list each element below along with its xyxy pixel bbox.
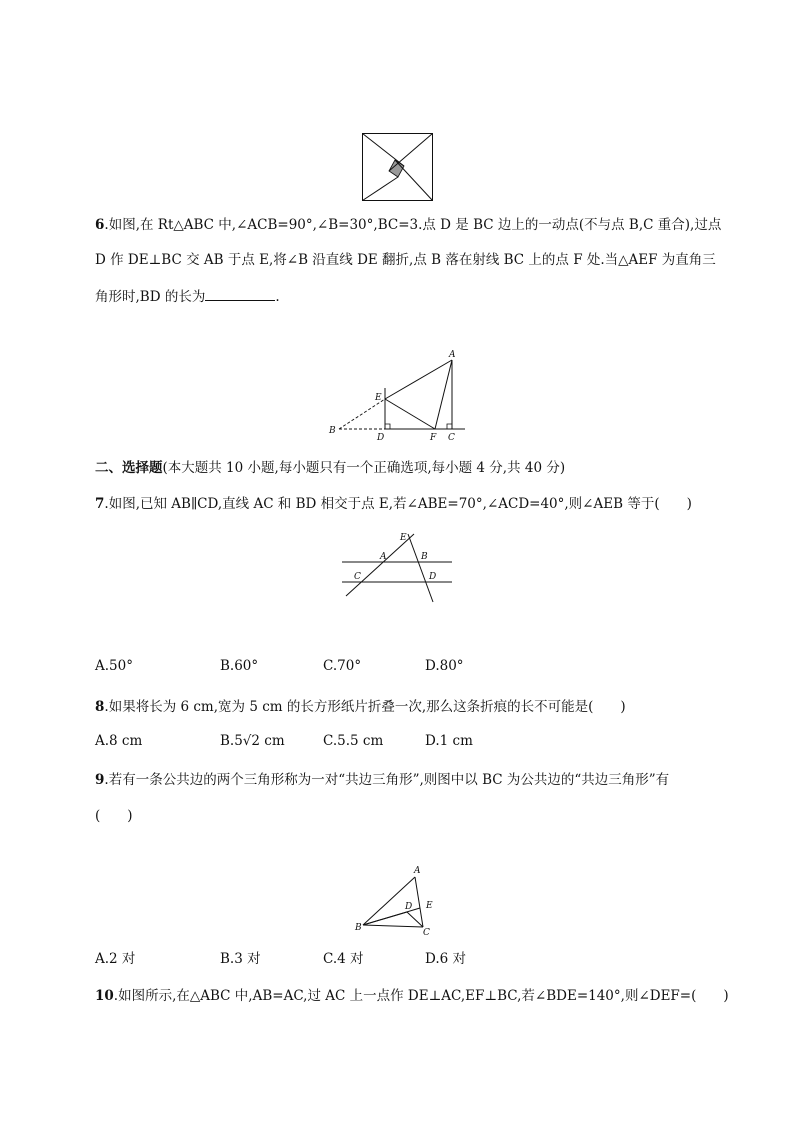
q6-number: 6 bbox=[95, 217, 105, 233]
label-A: A bbox=[414, 866, 421, 876]
section-2-heading bbox=[95, 456, 565, 476]
right-angle-D bbox=[385, 424, 390, 429]
side-AC bbox=[415, 877, 423, 927]
q9-triangle-figure bbox=[355, 864, 440, 936]
q6-text-3: 角形时,BD 的长为 bbox=[95, 289, 206, 305]
q6-line-1 bbox=[95, 213, 721, 233]
q7-number: 7 bbox=[95, 496, 105, 512]
line-BD bbox=[408, 534, 433, 602]
q6-text-3-end: . bbox=[275, 289, 280, 305]
label-A: A bbox=[380, 552, 387, 562]
label-D: D bbox=[377, 433, 385, 443]
q9-option-c[interactable]: C.4 对 bbox=[323, 951, 364, 967]
label-D: D bbox=[429, 572, 437, 582]
label-D: D bbox=[405, 902, 413, 912]
label-A: A bbox=[449, 350, 456, 360]
pinwheel-line-1 bbox=[363, 134, 405, 167]
q7-text: .如图,已知 AB∥CD,直线 AC 和 BD 相交于点 E,若∠ABE=70°,∠ACD=40°,则∠AEB 等于( ) bbox=[104, 496, 692, 512]
q6-line-3 bbox=[95, 285, 280, 305]
q6-triangle-figure bbox=[325, 348, 475, 443]
q8-option-a[interactable]: A.8 cm bbox=[95, 733, 143, 749]
q9-text-1: .若有一条公共边的两个三角形称为一对“共边三角形”,则图中以 BC 为公共边的“共边三角形”有 bbox=[104, 772, 670, 788]
pinwheel-line-4 bbox=[363, 177, 399, 201]
pinwheel-line-3 bbox=[395, 160, 433, 201]
label-C: C bbox=[448, 433, 455, 443]
dashed-BE bbox=[339, 399, 385, 429]
label-E: E bbox=[375, 393, 382, 403]
side-EF bbox=[385, 399, 435, 429]
label-F: F bbox=[430, 433, 437, 443]
q6-text-1: .如图,在 Rt△ABC 中,∠ACB=90°,∠B=30°,BC=3.点 D 是 BC 边上的一动点(不与点 B,C 重合),过点 bbox=[104, 217, 722, 233]
q9-line-2: ( ) bbox=[95, 808, 133, 824]
q7-parallel-lines-figure bbox=[340, 530, 455, 605]
label-E: E bbox=[400, 533, 407, 543]
answer-blank[interactable] bbox=[205, 288, 275, 301]
side-BC bbox=[363, 925, 423, 927]
label-B: B bbox=[421, 552, 428, 562]
label-C: C bbox=[423, 928, 430, 938]
side-EA bbox=[385, 360, 452, 399]
line-AC bbox=[346, 534, 414, 596]
section-2-desc: (本大题共 10 小题,每小题只有一个正确选项,每小题 4 分,共 40 分) bbox=[162, 460, 566, 476]
pinwheel-line-2 bbox=[389, 134, 433, 172]
side-AF bbox=[435, 360, 452, 429]
q10-number: 10 bbox=[95, 988, 114, 1004]
q8-option-b[interactable]: B.5√2 cm bbox=[220, 733, 285, 749]
q8-line bbox=[95, 695, 626, 715]
label-E: E bbox=[426, 901, 433, 911]
square-pinwheel-figure bbox=[362, 133, 434, 201]
q9-number: 9 bbox=[95, 772, 105, 788]
q6-line-2: D 作 DE⊥BC 交 AB 于点 E,将∠B 沿直线 DE 翻折,点 B 落在射线 BC 上的点 F 处.当△AEF 为直角三 bbox=[95, 252, 716, 268]
q7-line bbox=[95, 492, 692, 512]
q9-option-a[interactable]: A.2 对 bbox=[95, 951, 136, 967]
q9-option-d[interactable]: D.6 对 bbox=[425, 951, 467, 967]
q8-option-d[interactable]: D.1 cm bbox=[425, 733, 473, 749]
q8-number: 8 bbox=[95, 699, 105, 715]
q7-option-d[interactable]: D.80° bbox=[425, 658, 464, 674]
q7-option-b[interactable]: B.60° bbox=[220, 658, 259, 674]
section-2-title: 二、选择题 bbox=[95, 460, 163, 476]
label-C: C bbox=[354, 572, 361, 582]
label-B: B bbox=[355, 923, 362, 933]
right-angle-C bbox=[447, 424, 452, 429]
q10-text: .如图所示,在△ABC 中,AB=AC,过 AC 上一点作 DE⊥AC,EF⊥BC,若∠BDE=140°,则∠DEF=( ) bbox=[113, 988, 729, 1004]
q7-option-a[interactable]: A.50° bbox=[95, 658, 133, 674]
q8-text: .如果将长为 6 cm,宽为 5 cm 的长方形纸片折叠一次,那么这条折痕的长不可能是( ) bbox=[104, 699, 626, 715]
q10-line bbox=[95, 984, 729, 1004]
q9-line-1 bbox=[95, 768, 669, 788]
q9-option-b[interactable]: B.3 对 bbox=[220, 951, 261, 967]
label-B: B bbox=[329, 426, 336, 436]
q7-option-c[interactable]: C.70° bbox=[323, 658, 362, 674]
q8-option-c[interactable]: C.5.5 cm bbox=[323, 733, 384, 749]
